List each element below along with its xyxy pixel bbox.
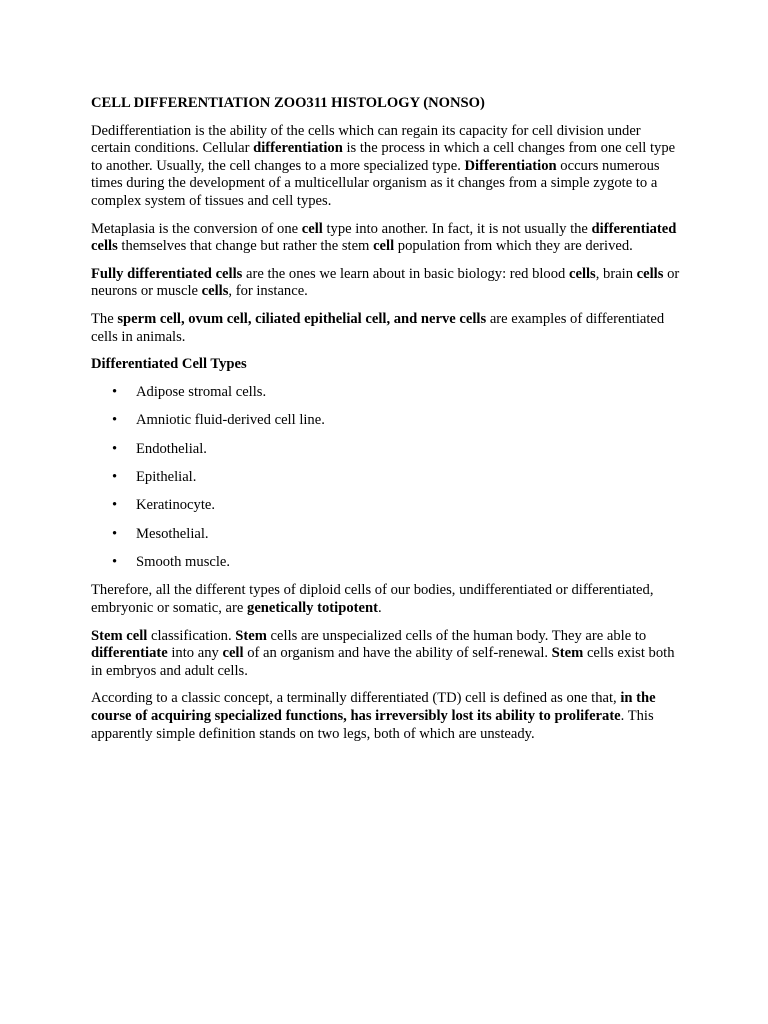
bullet-icon: •: [112, 440, 118, 457]
list-item: [91, 497, 681, 515]
paragraph: [91, 628, 681, 681]
text-run: classification.: [147, 627, 236, 644]
list-item: [91, 384, 681, 402]
bullet-icon: •: [112, 412, 118, 429]
closing-paragraphs: [91, 582, 681, 743]
text-run: population from which they are derived.: [394, 238, 633, 255]
text-run: are examples of differentiated cells in animals.: [91, 310, 665, 345]
bullet-icon: •: [112, 554, 118, 571]
bold-text-run: differentiate: [91, 645, 168, 662]
bold-text-run: in the course of acquiring specialized functions, has irreversibly lost its ability to proliferate: [91, 690, 656, 725]
list-item-label: Adipose stromal cells.: [136, 383, 267, 400]
text-run: is the process in which a cell changes from one cell type to another. Usually, the cell changes to a more specialized type.: [91, 140, 676, 174]
bold-text-run: Fully differentiated cells: [91, 265, 243, 282]
text-run: themselves that change but rather the stem: [117, 238, 374, 255]
text-run: cells are unspecialized cells of the human body. They are able to: [266, 627, 647, 644]
bullet-icon: •: [112, 468, 118, 485]
paragraph: [91, 582, 681, 617]
bullet-icon: •: [112, 497, 118, 514]
text-run: are the ones we learn about in basic biology: red blood: [242, 265, 569, 282]
bold-text-run: cell: [222, 645, 244, 662]
text-run: of an organism and have the ability of self-renewal.: [243, 645, 552, 662]
text-run: . This apparently simple definition stands on two legs, both of which are unsteady.: [91, 708, 654, 742]
bold-text-run: cell: [373, 238, 395, 255]
list-item-label: Epithelial.: [136, 468, 197, 485]
text-run: According to a classic concept, a terminally differentiated (TD) cell is defined as one that,: [91, 690, 621, 707]
list-item-label: Keratinocyte.: [136, 497, 216, 514]
bold-text-run: cells: [636, 265, 664, 282]
bullet-icon: •: [112, 383, 118, 400]
text-run: type into another. In fact, it is not usually the: [322, 220, 592, 237]
bold-text-run: genetically totipotent: [247, 600, 378, 617]
paragraph: [91, 311, 681, 346]
bold-text-run: differentiated cells: [91, 220, 677, 255]
text-run: cells exist both in embryos and adult cells.: [91, 645, 675, 679]
bold-text-run: Stem: [235, 627, 267, 644]
bold-text-run: differentiation: [253, 140, 343, 157]
paragraph: [91, 690, 681, 743]
paragraph: [91, 221, 681, 256]
list-item: [91, 441, 681, 459]
intro-paragraphs: [91, 123, 681, 347]
cell-types-list: [91, 384, 681, 572]
text-run: Therefore, all the different types of diploid cells of our bodies, undifferentiated or differentiated, embryonic or somatic, are: [91, 582, 654, 617]
bullet-icon: •: [112, 525, 118, 542]
list-item-label: Endothelial.: [136, 440, 207, 457]
bold-text-run: Differentiation: [464, 157, 557, 174]
bold-text-run: Stem cell: [91, 627, 148, 644]
bold-text-run: cell: [301, 220, 323, 237]
list-item-label: Smooth muscle.: [136, 554, 231, 571]
text-run: Metaplasia is the conversion of one: [91, 220, 302, 237]
text-run: occurs numerous times during the development of a multicellular organism as it changes from a simple zygote to a complex system of tissues and cell types.: [91, 157, 660, 209]
bold-text-run: Stem: [551, 645, 584, 662]
text-run: .: [377, 600, 382, 617]
paragraph: [91, 266, 681, 301]
text-run: into any: [167, 645, 223, 662]
list-item: [91, 526, 681, 544]
document-page: [91, 92, 681, 753]
cell-types-heading: Differentiated Cell Types: [91, 356, 247, 373]
document-title: CELL DIFFERENTIATION ZOO311 HISTOLOGY (NONSO): [91, 95, 485, 111]
text-run: The: [91, 310, 118, 327]
bold-text-run: cells: [568, 265, 596, 282]
paragraph: [91, 123, 681, 211]
text-run: Dedifferentiation is the ability of the cells which can regain its capacity for cell division under certain conditions. Cellular: [91, 122, 641, 157]
list-item: [91, 554, 681, 572]
text-run: , brain: [595, 265, 637, 282]
text-run: or neurons or muscle: [91, 265, 680, 300]
text-run: , for instance.: [228, 283, 308, 300]
bold-text-run: sperm cell, ovum cell, ciliated epithelial cell, and nerve cells: [117, 310, 487, 327]
list-item: [91, 469, 681, 487]
list-item-label: Amniotic fluid-derived cell line.: [136, 412, 325, 429]
list-item: [91, 412, 681, 430]
list-item-label: Mesothelial.: [136, 525, 209, 542]
bold-text-run: cells: [201, 283, 229, 300]
